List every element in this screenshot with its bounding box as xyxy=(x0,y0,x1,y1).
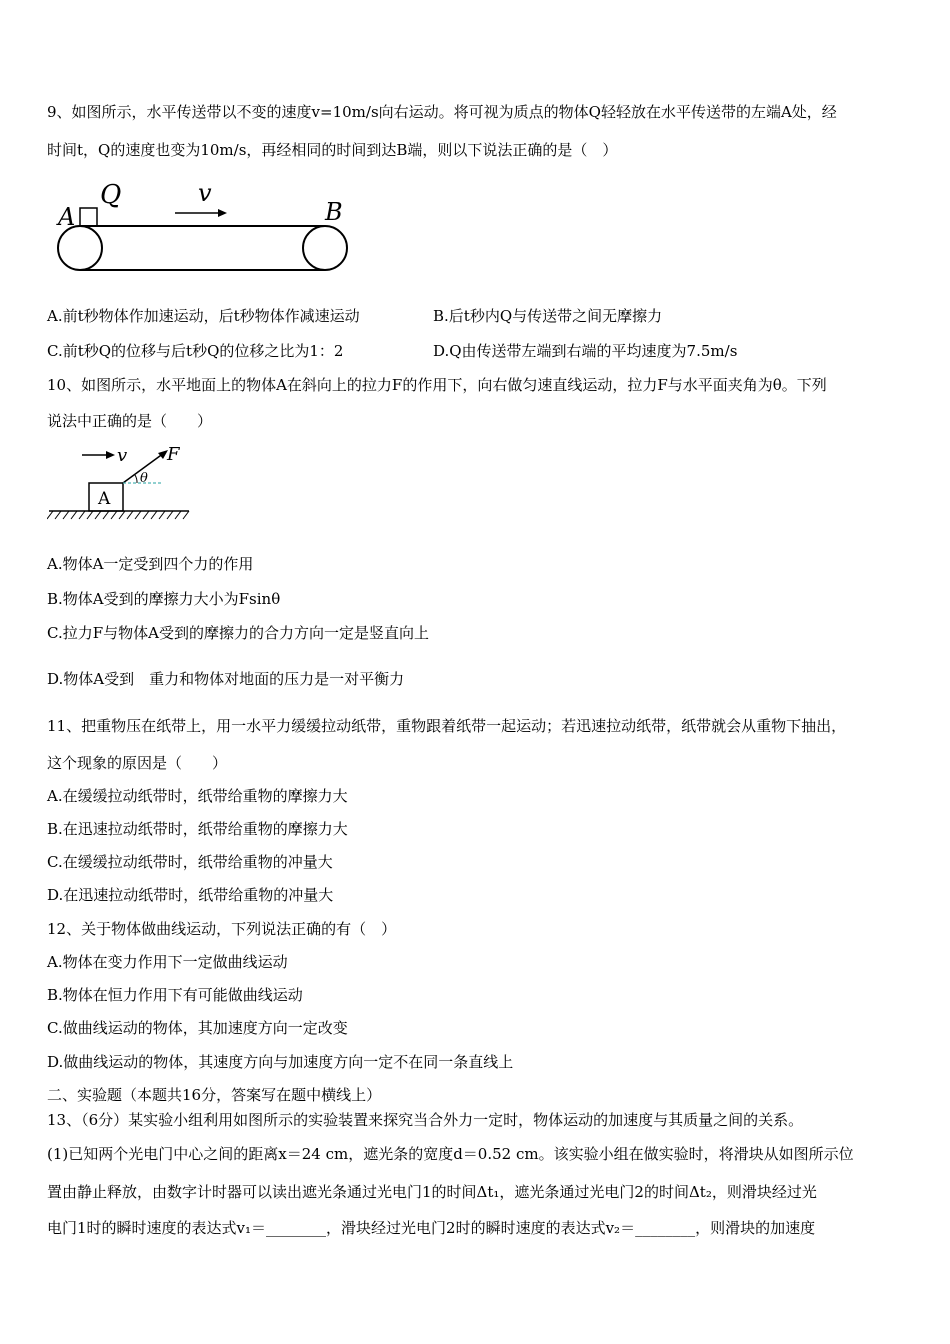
q9-option-b: B.后t秒内Q与传送带之间无摩擦力 xyxy=(433,307,663,325)
q10-option-c: C.拉力F与物体A受到的摩擦力的合力方向一定是竖直向上 xyxy=(47,624,429,642)
section-heading: 二、实验题（本题共16分，答案写在题中横线上） xyxy=(47,1086,382,1104)
q10-option-b: B.物体A受到的摩擦力大小为Fsinθ xyxy=(47,590,281,608)
q12-stem: 12、关于物体做曲线运动，下列说法正确的有（ ） xyxy=(47,920,397,938)
q12-option-b: B.物体在恒力作用下有可能做曲线运动 xyxy=(47,986,303,1004)
q11-option-d: D.在迅速拉动纸带时，纸带给重物的冲量大 xyxy=(47,886,334,904)
label-a: A xyxy=(98,489,111,509)
q9-option-c: C.前t秒Q的位移与后t秒Q的位移之比为1：2 xyxy=(47,342,344,360)
q9-conveyor-belt-figure xyxy=(50,175,360,280)
q11-stem-line1: 11、把重物压在纸带上，用一水平力缓缓拉动纸带，重物跟着纸带一起运动；若迅速拉动纸带，纸带就会从重物下抽出， xyxy=(47,717,847,735)
q9-stem-line2: 时间t，Q的速度也变为10m/s，再经相同的时间到达B端，则以下说法正确的是（ ） xyxy=(47,141,618,159)
q13-stem-line2: (1)已知两个光电门中心之间的距离x＝24 cm，遮光条的宽度d＝0.52 cm。该实验小组在做实验时，将滑块从如图所示位 xyxy=(47,1145,854,1163)
q13-stem-line1: 13、（6分）某实验小组利用如图所示的实验装置来探究当合外力一定时，物体运动的加速度与其质量之间的关系。 xyxy=(47,1111,804,1129)
velocity-arrow-head xyxy=(106,451,115,459)
q9-option-a: A.前t秒物体作加速运动，后t秒物体作减速运动 xyxy=(47,307,360,325)
right-pulley xyxy=(303,226,347,270)
label-f: F xyxy=(167,444,180,465)
q12-option-d: D.做曲线运动的物体，其速度方向与加速度方向一定不在同一条直线上 xyxy=(47,1053,514,1071)
q10-force-figure xyxy=(47,440,197,525)
angle-arc xyxy=(135,475,137,483)
q13-stem-line4: 电门1时的瞬时速度的表达式v₁＝________，滑块经过光电门2时的瞬时速度的表达式v₂＝________，则滑块的加速度 xyxy=(47,1219,816,1237)
q12-option-c: C.做曲线运动的物体，其加速度方向一定改变 xyxy=(47,1019,348,1037)
label-theta: θ xyxy=(140,471,148,486)
ground-hatching xyxy=(47,511,189,519)
q12-option-a: A.物体在变力作用下一定做曲线运动 xyxy=(47,953,288,971)
q9-option-d: D.Q由传送带左端到右端的平均速度为7.5m/s xyxy=(433,342,738,360)
q10-stem-line1: 10、如图所示，水平地面上的物体A在斜向上的拉力F的作用下，向右做匀速直线运动，拉力F与水平面夹角为θ。下列 xyxy=(47,376,827,394)
q10-option-d: D.物体A受到 重力和物体对地面的压力是一对平衡力 xyxy=(47,670,405,688)
q9-stem-line1: 9、如图所示，水平传送带以不变的速度v=10m/s向右运动。将可视为质点的物体Q轻轻放在水平传送带的左端A处，经 xyxy=(47,103,837,121)
q11-stem-line2: 这个现象的原因是（ ） xyxy=(47,754,228,772)
label-b: B xyxy=(325,198,343,226)
q10-option-a: A.物体A一定受到四个力的作用 xyxy=(47,555,254,573)
q11-option-a: A.在缓缓拉动纸带时，纸带给重物的摩擦力大 xyxy=(47,787,348,805)
q11-option-c: C.在缓缓拉动纸带时，纸带给重物的冲量大 xyxy=(47,853,333,871)
q11-option-b: B.在迅速拉动纸带时，纸带给重物的摩擦力大 xyxy=(47,820,348,838)
label-v: v xyxy=(198,179,212,207)
block-q xyxy=(80,208,97,226)
q13-stem-line3: 置由静止释放，由数字计时器可以读出遮光条通过光电门1的时间Δt₁，遮光条通过光电门2的时间Δt₂，则滑块经过光 xyxy=(47,1183,817,1201)
label-v: v xyxy=(117,445,128,466)
q10-stem-line2: 说法中正确的是（ ） xyxy=(47,412,213,430)
label-a: A xyxy=(58,203,76,231)
label-q: Q xyxy=(100,180,122,210)
left-pulley xyxy=(58,226,102,270)
velocity-arrow-head xyxy=(218,209,227,217)
